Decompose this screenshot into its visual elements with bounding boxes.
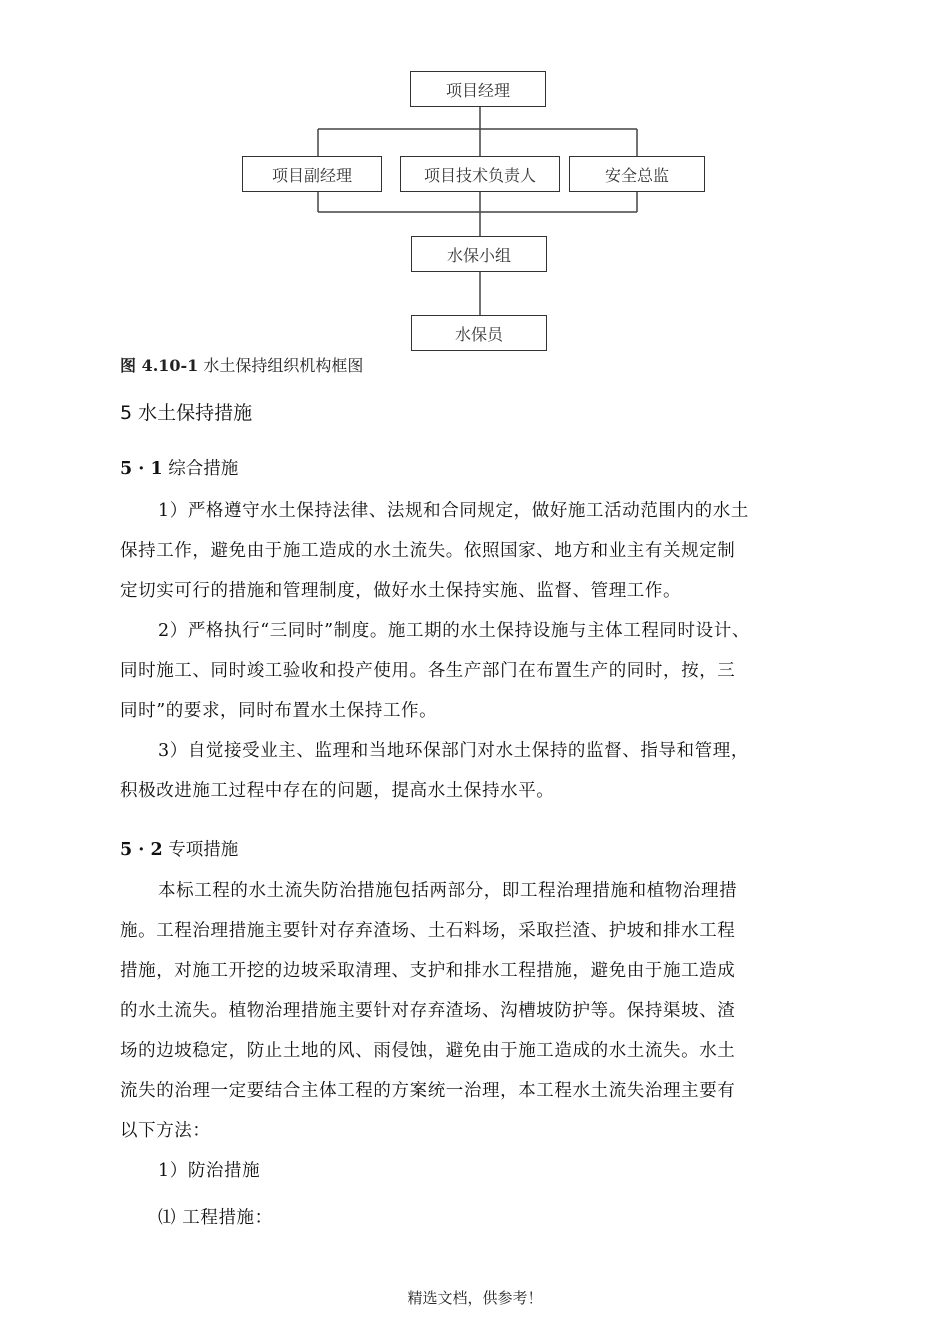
paragraph-line: 积极改进施工过程中存在的问题，提高水土保持水平。 (120, 781, 555, 801)
org-box-project-manager: 项目经理 (410, 71, 546, 107)
section-5-2-heading (120, 836, 238, 861)
list-item-heading: 1）防治措施 (158, 1161, 261, 1181)
figure-caption-text: 水土保持组织机构框图 (198, 356, 364, 375)
paragraph-line: 施。工程治理措施主要针对存弃渣场、土石料场，采取拦渣、护坡和排水工程 (120, 921, 736, 941)
paragraph-line: 的水土流失。植物治理措施主要针对存弃渣场、沟槽坡防护等。保持渠坡、渣 (120, 1001, 736, 1021)
figure-number: 图 4.10-1 (120, 356, 199, 375)
org-chart (0, 0, 950, 360)
section-5-1-heading (120, 455, 238, 480)
paragraph-line: 流失的治理一定要结合主体工程的方案统一治理，本工程水土流失治理主要有 (120, 1081, 736, 1101)
section-5-1-number: 5 · 1 (120, 459, 163, 479)
paragraph-line: 1）严格遵守水土保持法律、法规和合同规定，做好施工活动范围内的水土 (158, 501, 749, 521)
org-box-soil-water-officer: 水保员 (411, 315, 547, 351)
org-box-safety-director: 安全总监 (569, 156, 705, 192)
org-box-deputy-manager: 项目副经理 (242, 156, 382, 192)
org-box-soil-water-team: 水保小组 (411, 236, 547, 272)
org-box-technical-lead: 项目技术负责人 (400, 156, 560, 192)
paragraph-line: 措施，对施工开挖的边坡采取清理、支护和排水工程措施，避免由于施工造成 (120, 961, 736, 981)
list-item-subheading: ⑴ 工程措施： (158, 1208, 273, 1228)
paragraph-line: 2）严格执行“三同时”制度。施工期的水土保持设施与主体工程同时设计、 (158, 621, 750, 641)
paragraph-line: 以下方法： (120, 1121, 211, 1141)
paragraph-line: 同时施工、同时竣工验收和投产使用。各生产部门在布置生产的同时，按，三 (120, 661, 736, 681)
paragraph-line: 同时”的要求，同时布置水土保持工作。 (120, 701, 438, 721)
figure-caption (120, 353, 363, 376)
section-5-2-number: 5 · 2 (120, 840, 163, 860)
section-5-heading: 5 水土保持措施 (120, 402, 253, 424)
section-5-1-title: 综合措施 (168, 459, 239, 479)
page-footer: 精选文档，供参考！ (407, 1289, 543, 1307)
paragraph-line: 3）自觉接受业主、监理和当地环保部门对水土保持的监督、指导和管理， (158, 741, 749, 761)
paragraph-line: 本标工程的水土流失防治措施包括两部分，即工程治理措施和植物治理措 (158, 881, 738, 901)
paragraph-line: 定切实可行的措施和管理制度，做好水土保持实施、监督、管理工作。 (120, 581, 682, 601)
paragraph-line: 场的边坡稳定，防止土地的风、雨侵蚀，避免由于施工造成的水土流失。水土 (120, 1041, 736, 1061)
paragraph-line: 保持工作，避免由于施工造成的水土流失。依照国家、地方和业主有关规定制 (120, 541, 736, 561)
section-5-2-title: 专项措施 (168, 840, 239, 860)
